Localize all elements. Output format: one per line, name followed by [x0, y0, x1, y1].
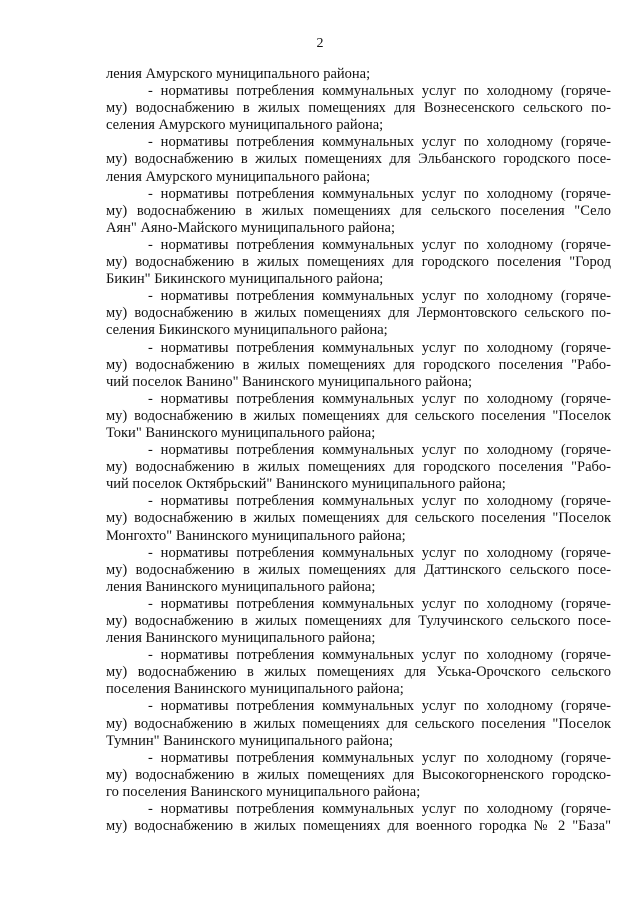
text-line: му) водоснабжению в жилых помещениях для Уська-Орочского сельского — [106, 664, 611, 681]
text-line: Монгохто" Ванинского муниципального района; — [106, 527, 406, 544]
list-item-first-line: - нормативы потребления коммунальных услуг по холодному (горяче- — [148, 493, 611, 510]
list-item-first-line: - нормативы потребления коммунальных услуг по холодному (горяче- — [148, 749, 611, 766]
text-line: Токи" Ванинского муниципального района; — [106, 424, 376, 441]
text-line: му) водоснабжению в жилых помещениях для городского поселения "Рабо- — [106, 459, 611, 476]
text-line: ления Амурского муниципального района; — [106, 66, 371, 82]
list-item-first-line: - нормативы потребления коммунальных услуг по холодному (горяче- — [148, 698, 611, 715]
text-line: Тумнин" Ванинского муниципального района; — [106, 732, 394, 749]
text-line: му) водоснабжению в жилых помещениях для сельского поселения "Поселок — [106, 510, 611, 527]
text-line: Бикин" Бикинского муниципального района; — [106, 271, 384, 288]
list-item-first-line: - нормативы потребления коммунальных услуг по холодному (горяче- — [148, 134, 611, 151]
list-item-first-line: - нормативы потребления коммунальных услуг по холодному (горяче- — [148, 236, 611, 253]
list-item-first-line: - нормативы потребления коммунальных услуг по холодному (горяче- — [148, 288, 611, 305]
text-line: му) водоснабжению в жилых помещениях для Вознесенского сельского по- — [106, 100, 611, 117]
list-item-first-line: - нормативы потребления коммунальных услуг по холодному (горяче- — [148, 442, 611, 459]
text-line: му) водоснабжению в жилых помещениях для Даттинского сельского посе- — [106, 561, 611, 578]
list-item-first-line: - нормативы потребления коммунальных услуг по холодному (горяче- — [148, 339, 611, 356]
list-item-first-line: - нормативы потребления коммунальных услуг по холодному (горяче- — [148, 185, 611, 202]
text-line: му) водоснабжению в жилых помещениях для городского поселения "Город — [106, 254, 611, 271]
text-line: ления Амурского муниципального района; — [106, 168, 371, 185]
text-line: поселения Ванинского муниципального района; — [106, 681, 404, 698]
text-line: му) водоснабжению в жилых помещениях для Лермонтовского сельского по- — [106, 305, 611, 322]
text-line: чий поселок Октябрьский" Ванинского муниципального района; — [106, 476, 506, 493]
text-line: Аян" Аяно-Майского муниципального района; — [106, 219, 395, 236]
list-item-first-line: - нормативы потребления коммунальных услуг по холодному (горяче- — [148, 595, 611, 612]
text-line: му) водоснабжению в жилых помещениях для военного городка № 2 "База" — [106, 818, 611, 835]
text-line: ления Ванинского муниципального района; — [106, 630, 376, 647]
list-item-first-line: - нормативы потребления коммунальных услуг по холодному (горяче- — [148, 801, 611, 818]
text-line: му) водоснабжению в жилых помещениях для Эльбанского городского посе- — [106, 151, 611, 168]
text-line: селения Бикинского муниципального района; — [106, 322, 388, 339]
text-line: му) водоснабжению в жилых помещениях для сельского поселения "Поселок — [106, 715, 611, 732]
text-line: селения Амурского муниципального района; — [106, 117, 384, 134]
list-item-first-line: - нормативы потребления коммунальных услуг по холодному (горяче- — [148, 83, 611, 100]
text-line: ления Ванинского муниципального района; — [106, 578, 376, 595]
list-item-first-line: - нормативы потребления коммунальных услуг по холодному (горяче- — [148, 390, 611, 407]
text-line: го поселения Ванинского муниципального района; — [106, 783, 421, 800]
page-number: 2 — [316, 36, 324, 51]
text-line: му) водоснабжению в жилых помещениях для городского поселения "Рабо- — [106, 356, 611, 373]
text-line: чий поселок Ванино" Ванинского муниципального района; — [106, 373, 473, 390]
list-item-first-line: - нормативы потребления коммунальных услуг по холодному (горяче- — [148, 544, 611, 561]
document-body — [106, 66, 611, 835]
text-line: му) водоснабжению в жилых помещениях для Тулучинского сельского посе- — [106, 613, 611, 629]
text-line: му) водоснабжению в жилых помещениях для сельского поселения "Поселок — [106, 407, 611, 424]
list-item-first-line: - нормативы потребления коммунальных услуг по холодному (горяче- — [148, 647, 611, 664]
text-line: му) водоснабжению в жилых помещениях для сельского поселения "Село — [106, 202, 611, 219]
text-line: му) водоснабжению в жилых помещениях для Высокогорненского городско- — [106, 766, 611, 783]
